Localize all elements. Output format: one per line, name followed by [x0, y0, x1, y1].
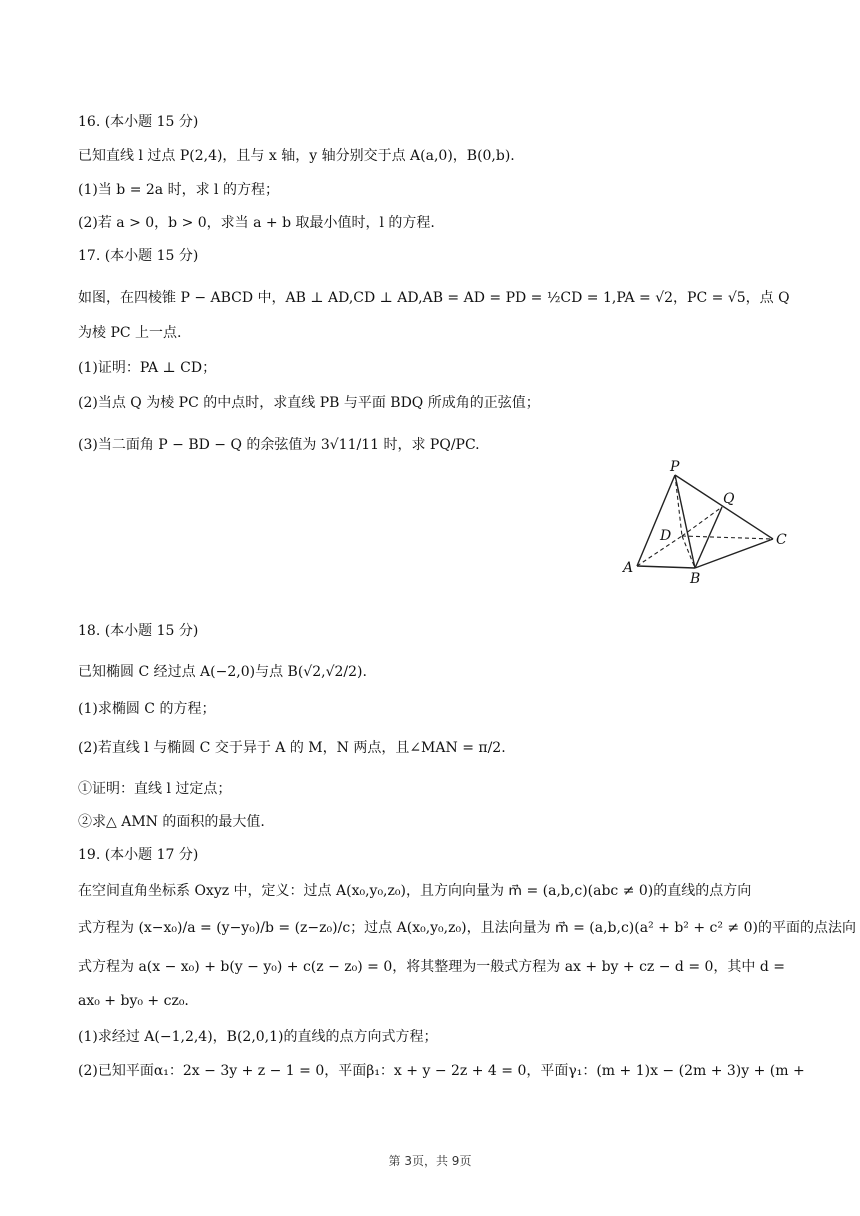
q17-stem-line2: 为棱 PC 上一点. — [78, 325, 182, 341]
q18-header: 18. (本小题 15 分) — [78, 623, 199, 639]
edge-PB — [675, 475, 695, 568]
pyramid-figure — [615, 455, 795, 590]
q19-stem-line2: 式方程为 (x−x₀)/a = (y−y₀)/b = (z−z₀)/c；过点 A(x₀,y₀,z₀)，且法向量为 m⃗ = (a,b,c)(a² + b² + c² ≠ 0)的平面的点法向 — [78, 920, 856, 936]
label-P: P — [670, 459, 680, 475]
q17-stem-line1: 如图，在四棱锥 P − ABCD 中，AB ⊥ AD,CD ⊥ AD,AB = AD = PD = ½CD = 1,PA = √2，PC = √5，点 Q — [78, 290, 790, 306]
q19-stem-line1: 在空间直角坐标系 Oxyz 中，定义：过点 A(x₀,y₀,z₀)，且方向向量为 m⃗ = (a,b,c)(abc ≠ 0)的直线的点方向 — [78, 883, 752, 899]
q19-part1: (1)求经过 A(−1,2,4)，B(2,0,1)的直线的点方向式方程； — [78, 1029, 438, 1045]
page-footer: 第 3页，共 9页 — [388, 1154, 472, 1168]
q19-stem-line4: ax₀ + by₀ + cz₀. — [78, 993, 189, 1009]
q18-stem: 已知椭圆 C 经过点 A(−2,0)与点 B(√2,√2/2). — [78, 664, 367, 680]
q18-part1: (1)求椭圆 C 的方程； — [78, 701, 216, 717]
label-C: C — [776, 532, 787, 548]
edge-PA — [637, 475, 675, 566]
label-D: D — [660, 528, 672, 544]
q19-part2: (2)已知平面α₁：2x − 3y + z − 1 = 0，平面β₁：x + y − 2z + 4 = 0，平面γ₁：(m + 1)x − (2m + 3)y + (m + — [78, 1063, 805, 1079]
edge-BC — [695, 539, 773, 568]
q16-part1: (1)当 b = 2a 时，求 l 的方程； — [78, 182, 279, 198]
q19-header: 19. (本小题 17 分) — [78, 847, 199, 863]
q16-header: 16. (本小题 15 分) — [78, 114, 199, 130]
edge-AB — [637, 566, 695, 568]
label-B: B — [690, 571, 701, 587]
q17-header: 17. (本小题 15 分) — [78, 248, 199, 264]
q16-part2: (2)若 a > 0，b > 0，求当 a + b 取最小值时，l 的方程. — [78, 215, 435, 231]
edge-DC — [682, 536, 773, 539]
q19-stem-line3: 式方程为 a(x − x₀) + b(y − y₀) + c(z − z₀) = 0，将其整理为一般式方程为 ax + by + cz − d = 0，其中 d = — [78, 959, 786, 975]
q17-part2: (2)当点 Q 为棱 PC 的中点时，求直线 PB 与平面 BDQ 所成角的正弦值； — [78, 395, 540, 411]
edge-PC — [675, 475, 773, 539]
q17-part3: (3)当二面角 P − BD − Q 的余弦值为 3√11/11 时，求 PQ/PC. — [78, 437, 480, 453]
q18-sub1: ①证明：直线 l 过定点； — [78, 781, 232, 797]
label-Q: Q — [723, 491, 735, 507]
q18-part2: (2)若直线 l 与椭圆 C 交于异于 A 的 M，N 两点，且∠MAN = π/2. — [78, 740, 506, 756]
q16-stem: 已知直线 l 过点 P(2,4)，且与 x 轴，y 轴分别交于点 A(a,0)，B(0,b). — [78, 148, 515, 164]
label-A: A — [623, 560, 634, 576]
q18-sub2: ②求△ AMN 的面积的最大值. — [78, 814, 265, 830]
q17-part1: (1)证明：PA ⊥ CD； — [78, 360, 217, 376]
